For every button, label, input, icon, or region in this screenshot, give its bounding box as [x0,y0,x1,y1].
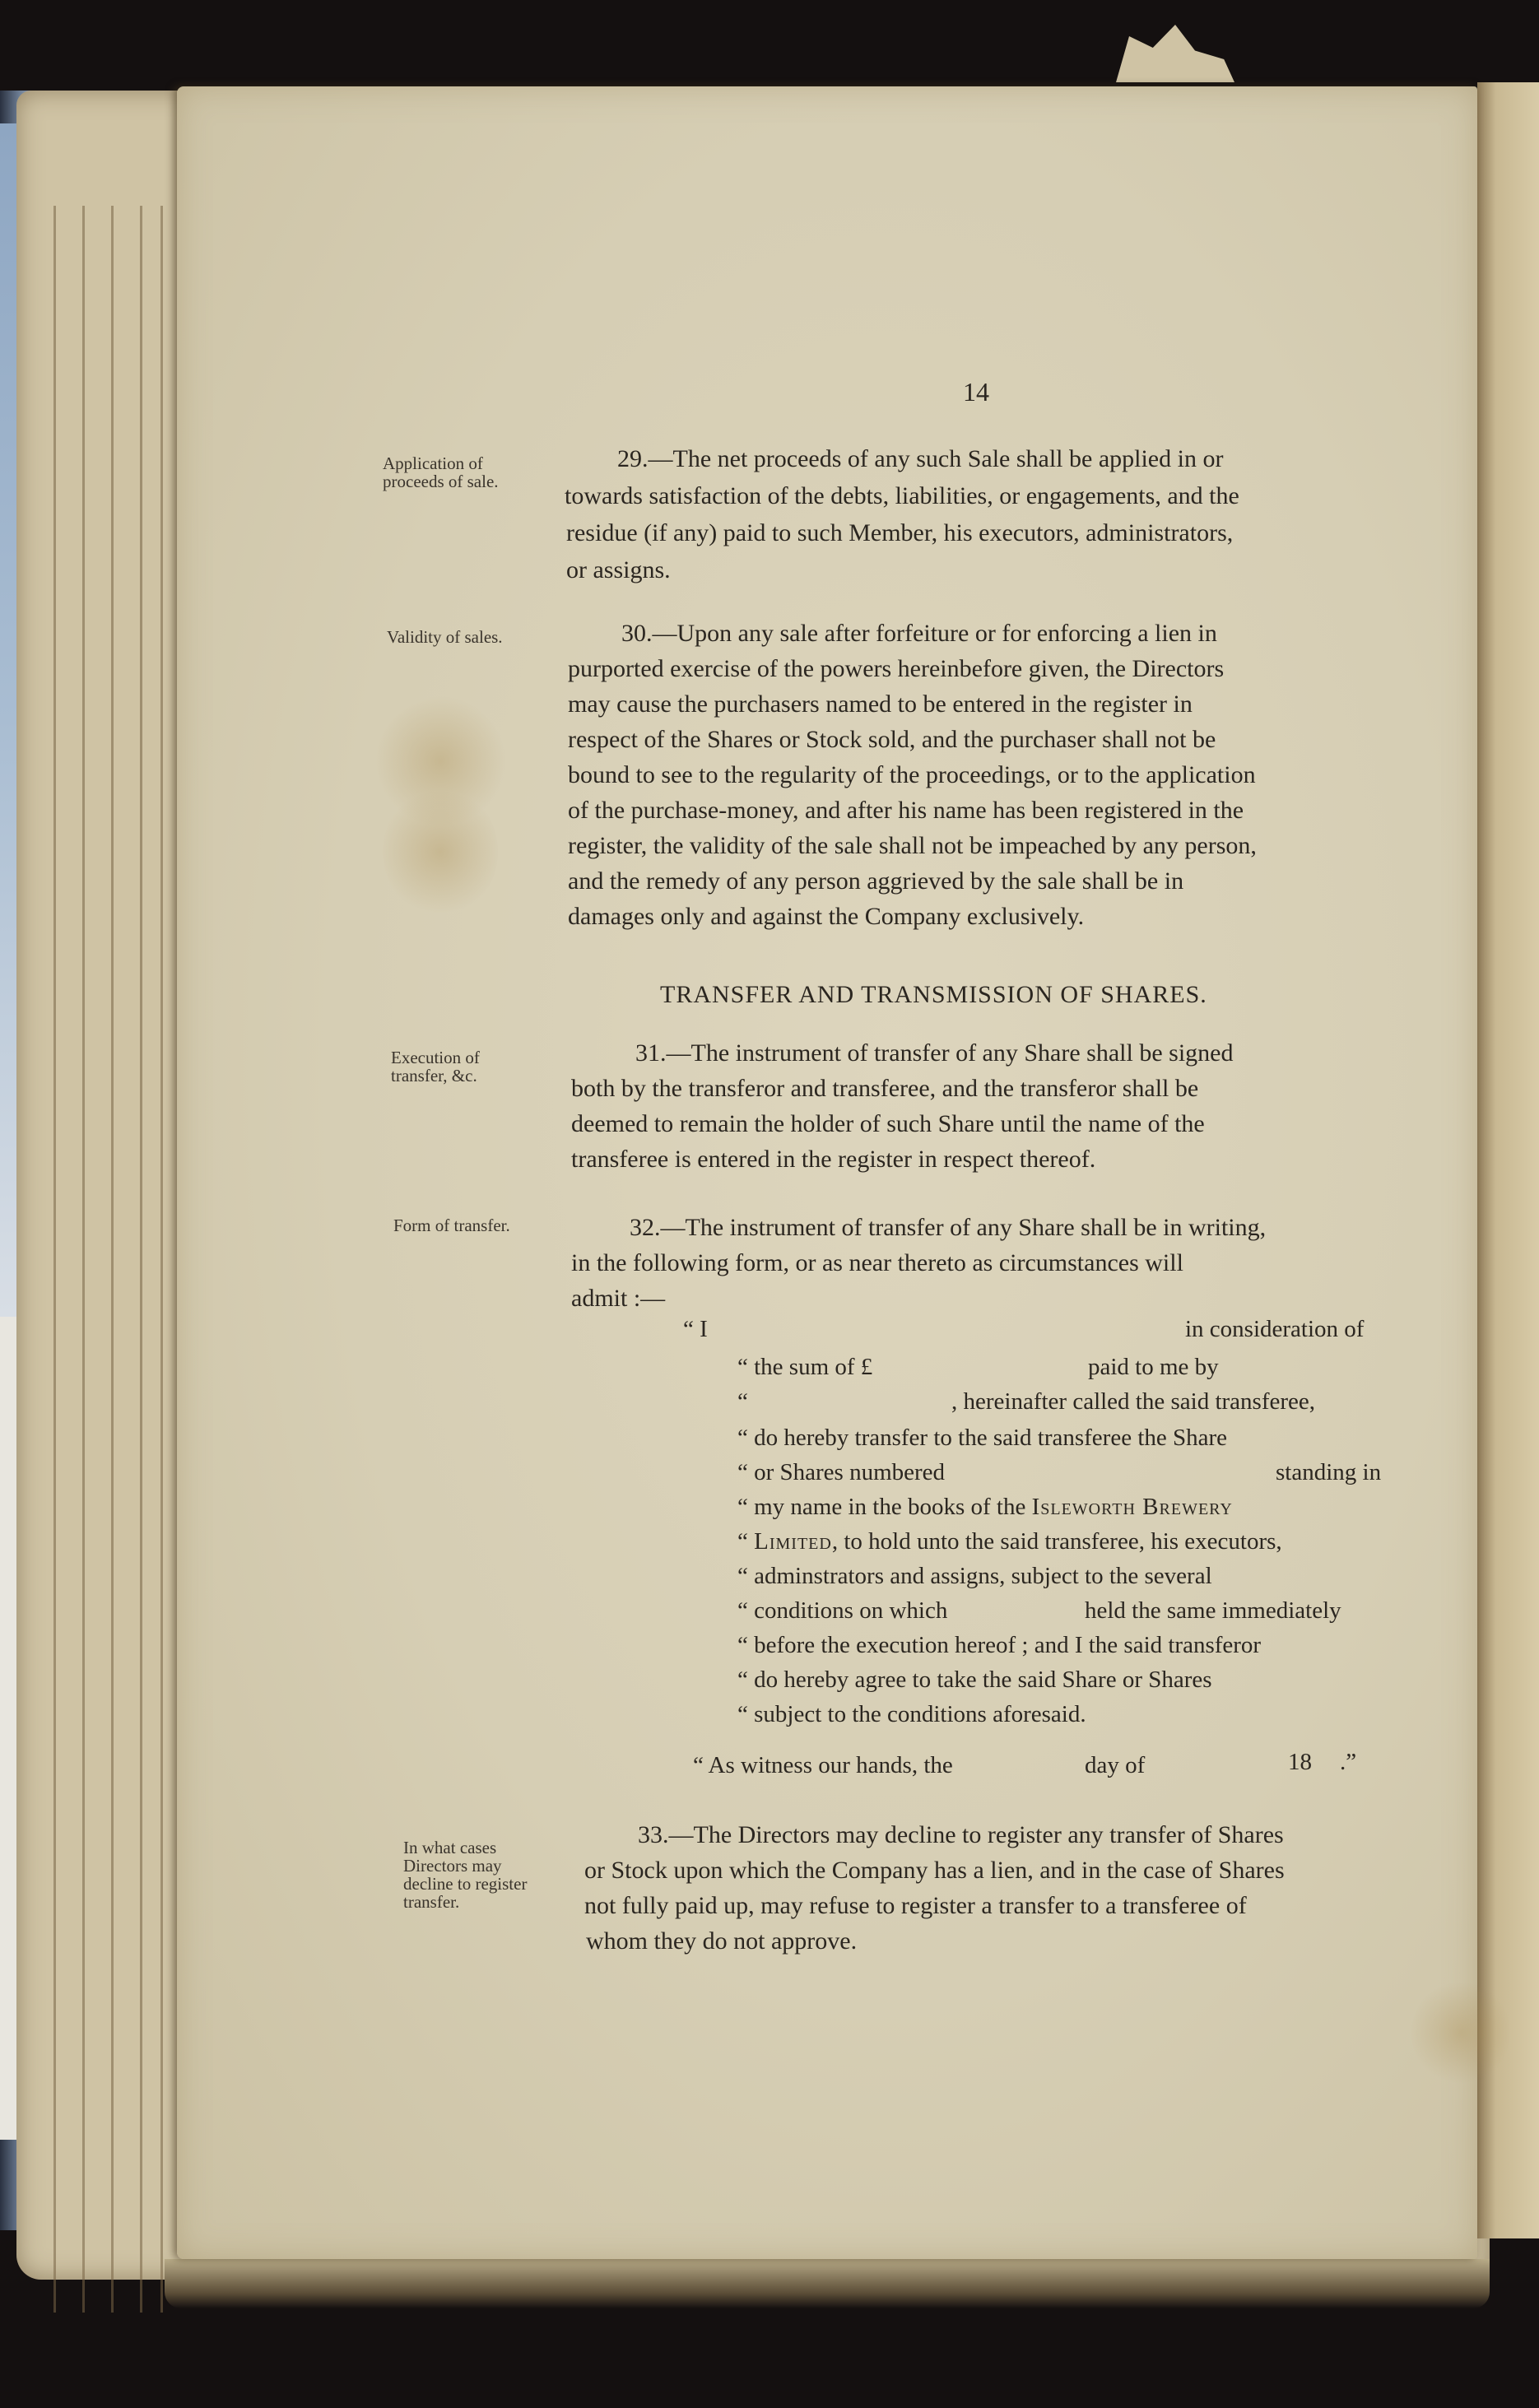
sec30-line: register, the validity of the sale shall not be impeached by any person, [568,832,1257,859]
form-line [737,1493,1233,1521]
sec31-line: transferee is entered in the register in respect thereof. [571,1146,1096,1173]
sec30-line: respect of the Shares or Stock sold, and the purchaser shall not be [568,726,1216,753]
form-line: “ adminstrators and assigns, subject to the several [737,1563,1212,1589]
form-line: “ before the execution hereof ; and I the said transferor [737,1632,1262,1658]
margin-note-validity-of-sales: Validity of sales. [387,627,503,647]
sec30-line: purported exercise of the powers hereinbefore given, the Directors [568,655,1225,682]
paper-stain [383,786,498,918]
witness-line: 18 [1288,1749,1312,1775]
page-edge-line [160,206,163,2313]
form-line: standing in [1276,1459,1382,1485]
form-line: “ I [683,1316,708,1342]
witness-line: day of [1085,1752,1146,1778]
sec29-line: 29.—The net proceeds of any such Sale shall be applied in or [617,445,1224,472]
sec31-line: both by the transferor and transferee, and the transferor shall be [571,1075,1199,1102]
page-edge-line [111,206,114,2313]
facing-page-edge [1477,82,1539,2238]
sec33-line: 33.—The Directors may decline to register any transfer of Shares [638,1821,1284,1848]
sec33-line: whom they do not approve. [586,1927,858,1955]
margin-note-form-of-transfer: Form of transfer. [393,1216,510,1235]
sec30-line: may cause the purchasers named to be entered in the register in [568,690,1193,718]
torn-page-corner [1103,25,1234,82]
form-quote: “ [737,1528,748,1555]
margin-note-execution-of-transfer: Execution of transfer, &c. [391,1048,480,1085]
sec31-line: deemed to remain the holder of such Share until the name of the [571,1110,1205,1137]
form-text: “ my name in the books of the [737,1494,1026,1520]
sec29-line: or assigns. [566,556,671,583]
sec29-line: residue (if any) paid to such Member, his executors, administrators, [566,519,1234,546]
form-line: in consideration of [1185,1316,1365,1342]
company-name-limited: Limited [754,1528,832,1555]
sec29-line: towards satisfaction of the debts, liabilities, or engagements, and the [565,482,1239,509]
paper-stain [1411,1979,1510,2086]
page-edge-line [82,206,85,2313]
page-edge-line [53,206,56,2313]
margin-note-application-of-proceeds: Application of proceeds of sale. [383,453,499,491]
sec32-line: in the following form, or as near thereto as circumstances will [571,1249,1183,1276]
sec30-line: and the remedy of any person aggrieved by the sale shall be in [568,867,1184,895]
witness-line: .” [1340,1749,1357,1775]
sec30-line: of the purchase-money, and after his name has been registered in the [568,797,1244,824]
page-bottom-edge [165,2259,1490,2308]
form-line: , hereinafter called the said transferee, [951,1388,1315,1415]
sec31-line: 31.—The instrument of transfer of any Share shall be signed [635,1039,1234,1067]
sec33-line: or Stock upon which the Company has a lien, and in the case of Shares [584,1857,1285,1884]
form-line: “ subject to the conditions aforesaid. [737,1701,1086,1727]
form-line [737,1527,1282,1555]
sec32-line: admit :— [571,1285,666,1312]
form-line: “ do hereby transfer to the said transferee the Share [737,1425,1228,1451]
witness-line: “ As witness our hands, the [693,1752,953,1778]
form-text: , to hold unto the said transferee, his executors, [831,1528,1282,1555]
form-line: held the same immediately [1085,1597,1341,1624]
page-edge-line [140,206,142,2313]
section-heading: TRANSFER AND TRANSMISSION OF SHARES. [660,981,1207,1008]
form-line: “ conditions on which [737,1597,948,1624]
sec30-line: bound to see to the regularity of the proceedings, or to the application [568,761,1256,788]
form-line: “ the sum of £ [737,1354,873,1380]
margin-note-decline-to-register: In what cases Directors may decline to register transfer. [403,1838,528,1912]
form-line: “ [737,1388,748,1415]
form-line: “ do hereby agree to take the said Share or Shares [737,1667,1212,1693]
sec33-line: not fully paid up, may refuse to register a transfer to a transferee of [584,1892,1247,1919]
form-line: “ or Shares numbered [737,1459,946,1485]
form-line: paid to me by [1088,1354,1219,1380]
sec32-line: 32.—The instrument of transfer of any Share shall be in writing, [630,1214,1267,1241]
sec30-line: 30.—Upon any sale after forfeiture or for enforcing a lien in [621,620,1217,647]
company-name: Isleworth Brewery [1031,1494,1233,1520]
sec30-line: damages only and against the Company exclusively. [568,903,1085,930]
page-number: 14 [963,377,989,407]
